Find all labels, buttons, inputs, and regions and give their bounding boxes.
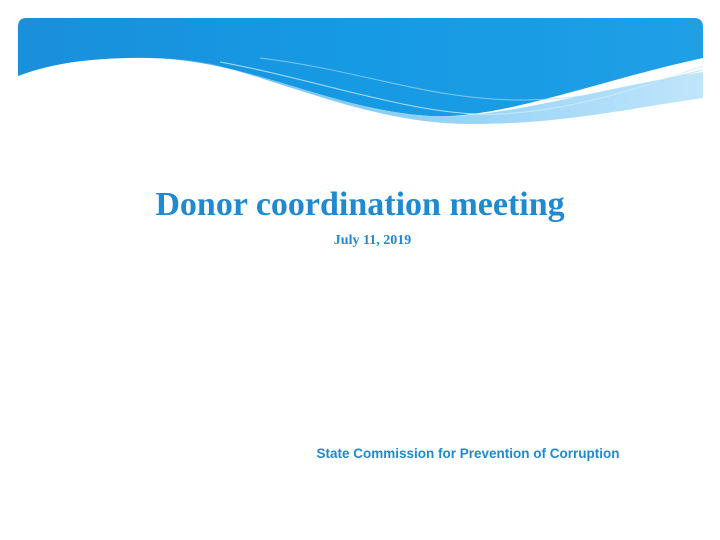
header-wave-decoration [0, 0, 720, 140]
slide-title: Donor coordination meeting [155, 186, 565, 223]
organization-name: State Commission for Prevention of Corruption [316, 446, 620, 461]
meeting-date: July 11, 2019 [333, 233, 412, 248]
